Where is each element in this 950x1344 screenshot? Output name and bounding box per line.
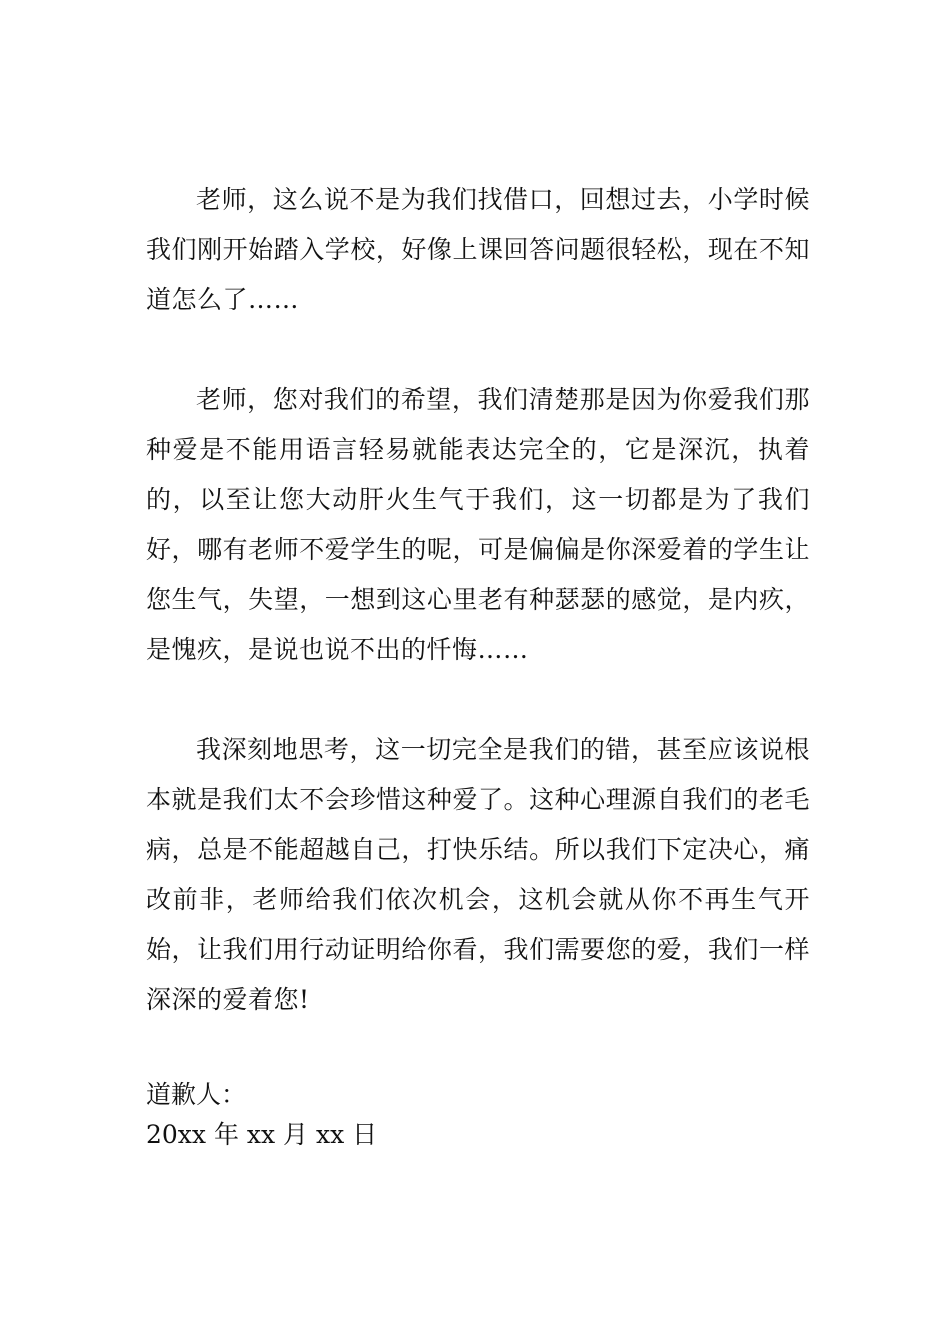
signature-label: 道歉人： [146, 1080, 247, 1109]
letter-body [146, 175, 810, 1155]
paragraph-1: 老师，这么说不是为我们找借口，回想过去，小学时候我们刚开始踏入学校，好像上课回答问题很轻松，现在不知道怎么了…… [146, 185, 810, 314]
signature-block [146, 1075, 810, 1155]
paragraph-3: 我深刻地思考，这一切完全是我们的错，甚至应该说根本就是我们太不会珍惜这种爱了。这种心理源自我们的老毛病，总是不能超越自己，打快乐结。所以我们下定决心，痛改前非，老师给我们依次机会，这机会就从你不再生气开始，让我们用行动证明给你看，我们需要您的爱，我们一样深深的爱着您! [146, 735, 810, 1014]
signature-date: 20xx 年 xx 月 xx 日 [146, 1120, 378, 1149]
paragraph-2: 老师，您对我们的希望，我们清楚那是因为你爱我们那种爱是不能用语言轻易就能表达完全的，它是深沉，执着的，以至让您大动肝火生气于我们，这一切都是为了我们好，哪有老师不爱学生的呢，可是偏偏是你深爱着的学生让您生气，失望，一想到这心里老有种瑟瑟的感觉，是内疚，是愧疚，是说也说不出的忏悔…… [146, 385, 810, 664]
